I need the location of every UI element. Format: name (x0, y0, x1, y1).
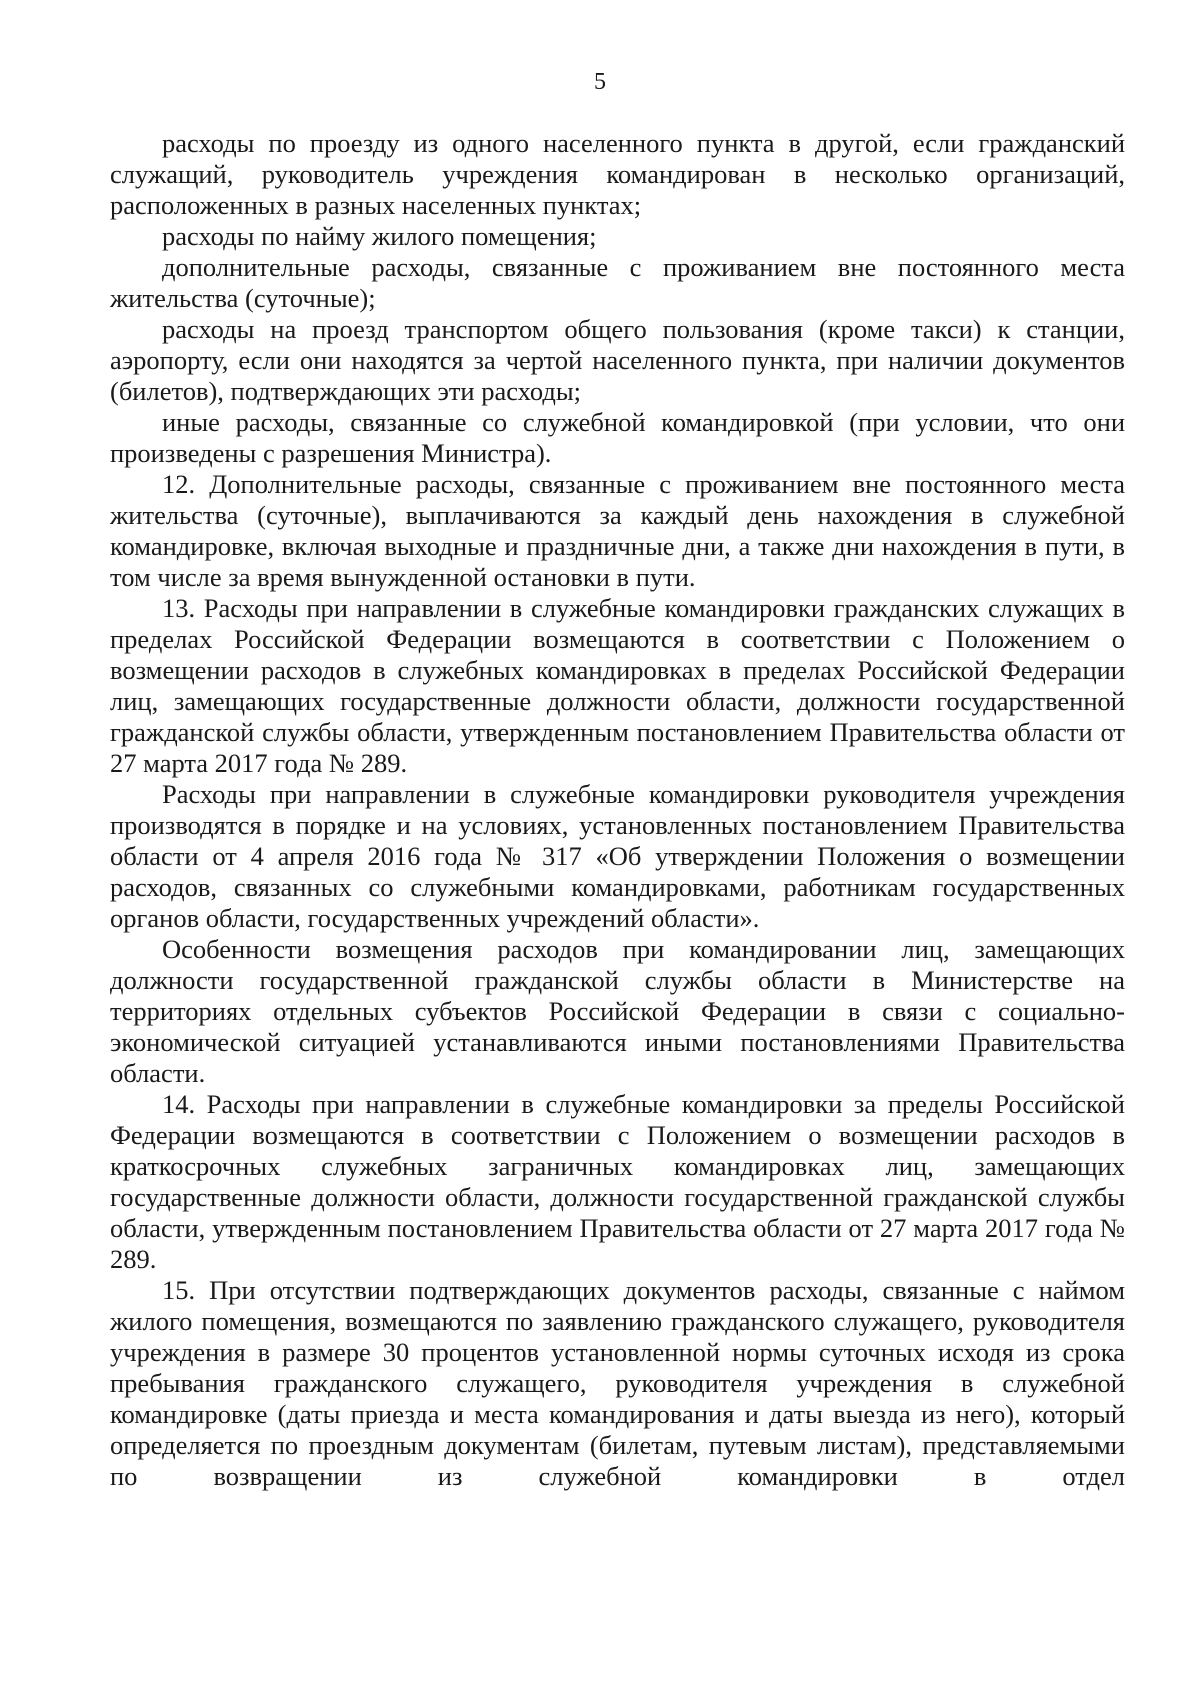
paragraph-item-12: 12. Дополнительные расходы, связанные с проживанием вне постоянного места жительства (суточные), выплачиваются за каждый день нахождения в служебной командировке, включая выходные и праздничные дни, а также дни нахождения в пути, в том числе за время вынужденной остановки в пути. (110, 469, 1125, 592)
paragraph: расходы по проезду из одного населенного пункта в другой, если гражданский служащий, руководитель учреждения командирован в несколько организаций, расположенных в разных населенных пунктах; (110, 128, 1125, 220)
paragraph: дополнительные расходы, связанные с проживанием вне постоянного места жительства (суточные); (110, 252, 1125, 313)
paragraph: иные расходы, связанные со служебной командировкой (при условии, что они произведены с разрешения Министра). (110, 407, 1125, 468)
paragraph: Расходы при направлении в служебные командировки руководителя учреждения производятся в порядке и на условиях, установленных постановлением Правительства области от 4 апреля 2016 года № 317 «Об утверждении Положения о возмещении расходов, связанных со служебными командировками, работникам государственных органов области, государственных учреждений области». (110, 779, 1125, 933)
paragraph-item-15: 15. При отсутствии подтверждающих документов расходы, связанные с наймом жилого помещения, возмещаются по заявлению гражданского служащего, руководителя учреждения в размере 30 процентов установленной нормы суточных исходя из срока пребывания гражданского служащего, руководителя учреждения в служебной командировке (даты приезда и места командирования и даты выезда из него), который определяется по проездным документам (билетам, путевым листам), представляемыми по возвращении из служебной командировки в отдел (110, 1275, 1125, 1491)
paragraph: расходы по найму жилого помещения; (162, 221, 597, 251)
paragraph-item-13: 13. Расходы при направлении в служебные командировки гражданских служащих в пределах Российской Федерации возмещаются в соответствии с Положением о возмещении расходов в служебных командировках в пределах Российской Федерации лиц, замещающих государственные должности области, должности государственной гражданской службы области, утвержденным постановлением Правительства области от 27 марта 2017 года № 289. (110, 593, 1125, 778)
document-body (110, 128, 1125, 1492)
paragraph: расходы на проезд транспортом общего пользования (кроме такси) к станции, аэропорту, если они находятся за чертой населенного пункта, при наличии документов (билетов), подтверждающих эти расходы; (110, 314, 1125, 406)
paragraph-item-14: 14. Расходы при направлении в служебные командировки за пределы Российской Федерации возмещаются в соответствии с Положением о возмещении расходов в краткосрочных служебных заграничных командировках лиц, замещающих государственные должности области, должности государственной гражданской службы области, утвержденным постановлением Правительства области от 27 марта 2017 года № 289. (110, 1089, 1125, 1274)
paragraph: Особенности возмещения расходов при командировании лиц, замещающих должности государственной гражданской службы области в Министерстве на территориях отдельных субъектов Российской Федерации в связи с социально-экономической ситуацией устанавливаются иными постановлениями Правительства области. (110, 934, 1125, 1088)
page-number: 5 (594, 69, 606, 95)
